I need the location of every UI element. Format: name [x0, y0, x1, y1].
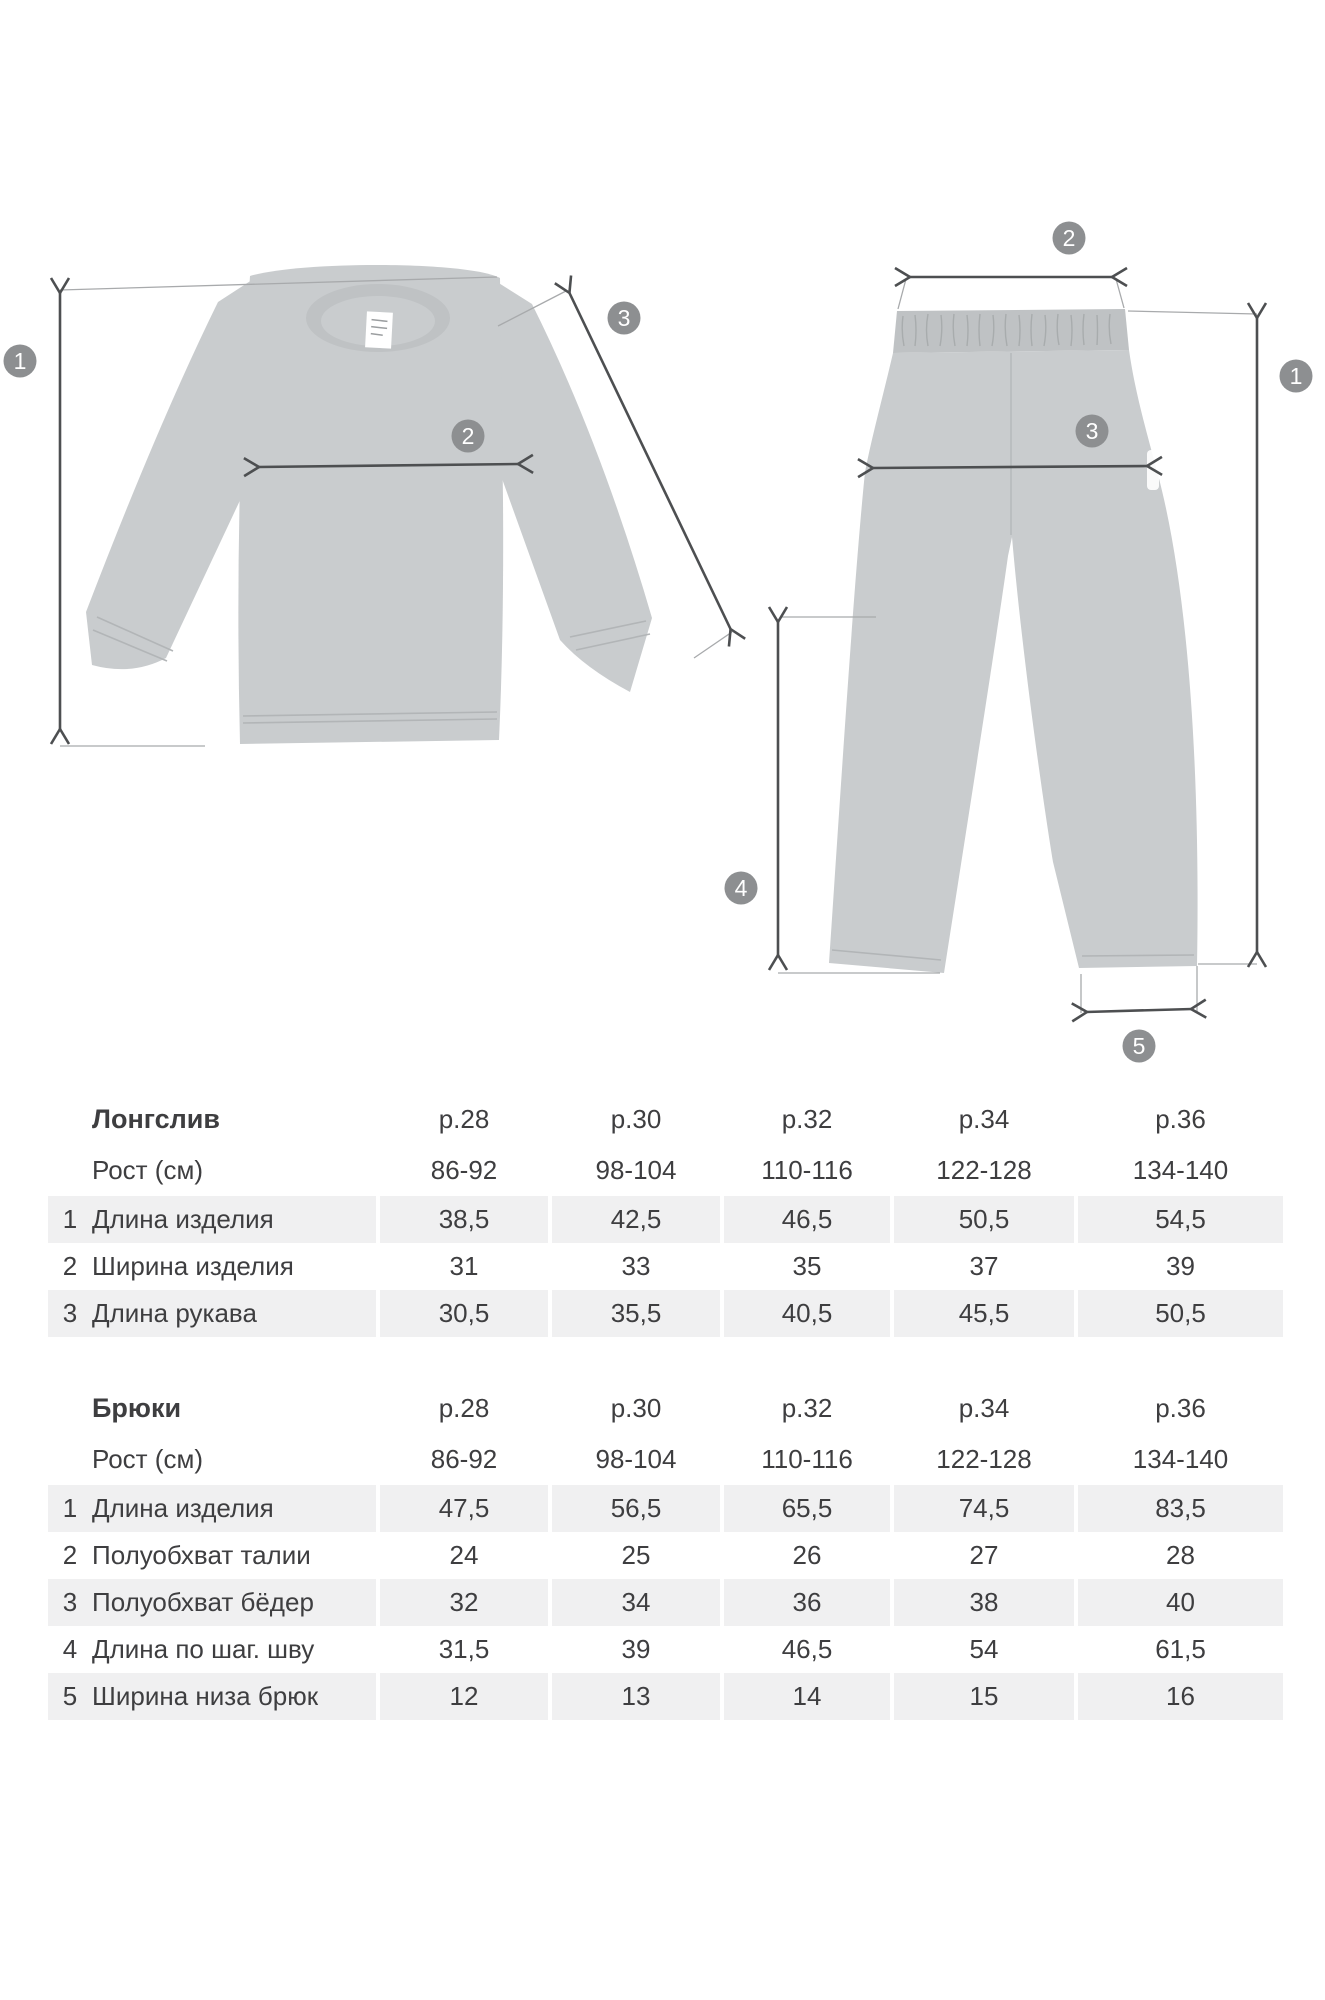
height-row: [48, 1433, 1283, 1485]
shirt-badge-1: [4, 345, 37, 378]
measurement-label: Длина по шаг. шву: [92, 1634, 315, 1664]
value-cell: 31: [376, 1243, 548, 1290]
value-cell: 40: [1074, 1579, 1283, 1626]
shirt-badge-3: [608, 302, 641, 335]
value-cell: 27: [890, 1532, 1074, 1579]
measurement-row: [48, 1290, 1283, 1337]
value-cell: 50,5: [1074, 1290, 1283, 1337]
svg-text:5: 5: [1132, 1033, 1146, 1059]
shirt-neck-tag: [365, 311, 393, 348]
value-cell: 54,5: [1074, 1196, 1283, 1243]
row-number: 1: [48, 1485, 92, 1532]
height-cell: 86-92: [376, 1144, 548, 1196]
value-cell: 16: [1074, 1673, 1283, 1720]
measurement-label: Длина рукава: [92, 1290, 376, 1337]
pants-body: [829, 350, 1198, 973]
empty-cell: [48, 1094, 92, 1144]
size-header-cell: р.36: [1074, 1094, 1283, 1144]
height-cell: 122-128: [890, 1144, 1074, 1196]
value-cell: 15: [890, 1673, 1074, 1720]
size-header-cell: р.30: [548, 1383, 720, 1433]
value-cell: 46,5: [720, 1196, 890, 1243]
row-number: 2: [62, 1540, 78, 1570]
value-cell: 38: [890, 1579, 1074, 1626]
pants-badge-3: [1076, 415, 1109, 448]
measurement-label: Ширина низа брюк: [92, 1673, 376, 1720]
value-cell: 40,5: [720, 1290, 890, 1337]
shirt-left-sleeve: [86, 278, 258, 669]
pants-badge-5: [1123, 1030, 1156, 1063]
row-number: 5: [48, 1673, 92, 1720]
svg-text:4: 4: [734, 875, 748, 901]
value-cell: 30,5: [376, 1290, 548, 1337]
value-cell: 35,5: [548, 1290, 720, 1337]
value-cell: 31,5: [376, 1626, 548, 1673]
svg-text:3: 3: [617, 305, 631, 331]
empty-cell: [48, 1144, 92, 1196]
value-cell: 14: [720, 1673, 890, 1720]
value-cell: 28: [1074, 1532, 1283, 1579]
value-cell: 34: [548, 1579, 720, 1626]
measurement-row: [48, 1626, 1283, 1673]
pants-waist-arrow: [898, 277, 1124, 309]
value-cell: 36: [720, 1579, 890, 1626]
value-cell: 37: [890, 1243, 1074, 1290]
size-header-cell: р.30: [548, 1094, 720, 1144]
size-tables: [48, 1094, 1287, 1720]
size-header-cell: р.28: [376, 1383, 548, 1433]
height-label: Рост (см): [92, 1154, 203, 1185]
value-cell: 83,5: [1074, 1485, 1283, 1532]
value-cell: 13: [548, 1673, 720, 1720]
value-cell: 39: [548, 1626, 720, 1673]
value-cell: 45,5: [890, 1290, 1074, 1337]
row-number: 3: [48, 1290, 92, 1337]
measurement-label: Длина изделия: [92, 1485, 376, 1532]
value-cell: 25: [548, 1532, 720, 1579]
value-cell: 33: [548, 1243, 720, 1290]
measurement-row: [48, 1485, 1283, 1532]
pants-badge-1: [1280, 360, 1313, 393]
row-number: 2: [62, 1251, 78, 1281]
height-cell: 134-140: [1074, 1144, 1283, 1196]
table-title: Лонгслив: [92, 1103, 220, 1134]
value-cell: 54: [890, 1626, 1074, 1673]
svg-text:2: 2: [1062, 225, 1076, 251]
value-cell: 38,5: [376, 1196, 548, 1243]
size-header-cell: р.28: [376, 1094, 548, 1144]
svg-text:2: 2: [461, 423, 475, 449]
size-table-longsleeve: [48, 1094, 1283, 1337]
shirt-badge-2: [452, 420, 485, 453]
measurement-row: [48, 1673, 1283, 1720]
value-cell: 12: [376, 1673, 548, 1720]
size-header-cell: р.34: [890, 1094, 1074, 1144]
value-cell: 42,5: [548, 1196, 720, 1243]
measurement-row: [48, 1579, 1283, 1626]
pants-diagram: [725, 222, 1313, 1063]
value-cell: 50,5: [890, 1196, 1074, 1243]
size-table-pants: [48, 1383, 1283, 1720]
measurement-row: [48, 1196, 1283, 1243]
height-row: [48, 1144, 1283, 1196]
svg-text:3: 3: [1085, 418, 1099, 444]
value-cell: 61,5: [1074, 1626, 1283, 1673]
value-cell: 24: [376, 1532, 548, 1579]
size-header-cell: р.32: [720, 1094, 890, 1144]
size-header-cell: р.34: [890, 1383, 1074, 1433]
pants-leg-opening-arrow: [1081, 966, 1197, 1013]
size-header-cell: р.36: [1074, 1383, 1283, 1433]
value-cell: 47,5: [376, 1485, 548, 1532]
table-header-row: [48, 1094, 1283, 1144]
row-number: 1: [48, 1196, 92, 1243]
size-header-cell: р.32: [720, 1383, 890, 1433]
table-header-row: [48, 1383, 1283, 1433]
empty-cell: [48, 1433, 92, 1485]
row-number: 4: [62, 1634, 78, 1664]
value-cell: 35: [720, 1243, 890, 1290]
value-cell: 39: [1074, 1243, 1283, 1290]
pants-pocket-label: [1147, 450, 1159, 490]
pants-badge-4: [725, 872, 758, 905]
value-cell: 56,5: [548, 1485, 720, 1532]
table-title: Брюки: [92, 1392, 182, 1423]
longsleeve-diagram: [4, 265, 733, 746]
height-cell: 86-92: [376, 1433, 548, 1485]
svg-text:1: 1: [1289, 363, 1303, 389]
svg-text:1: 1: [13, 348, 27, 374]
value-cell: 46,5: [720, 1626, 890, 1673]
measurement-row: [48, 1532, 1283, 1579]
value-cell: 26: [720, 1532, 890, 1579]
height-cell: 110-116: [720, 1144, 890, 1196]
measurement-label: Полуобхват бёдер: [92, 1579, 376, 1626]
value-cell: 65,5: [720, 1485, 890, 1532]
height-cell: 122-128: [890, 1433, 1074, 1485]
measurement-row: [48, 1243, 1283, 1290]
measurement-label: Полуобхват талии: [92, 1540, 311, 1570]
height-cell: 98-104: [548, 1144, 720, 1196]
height-cell: 110-116: [720, 1433, 890, 1485]
empty-cell: [48, 1383, 92, 1433]
measurement-label: Длина изделия: [92, 1196, 376, 1243]
value-cell: 32: [376, 1579, 548, 1626]
row-number: 3: [48, 1579, 92, 1626]
measurement-label: Ширина изделия: [92, 1251, 294, 1281]
shirt-right-sleeve: [494, 280, 652, 692]
pants-badge-2: [1053, 222, 1086, 255]
value-cell: 74,5: [890, 1485, 1074, 1532]
height-cell: 134-140: [1074, 1433, 1283, 1485]
height-cell: 98-104: [548, 1433, 720, 1485]
height-label: Рост (см): [92, 1443, 203, 1474]
